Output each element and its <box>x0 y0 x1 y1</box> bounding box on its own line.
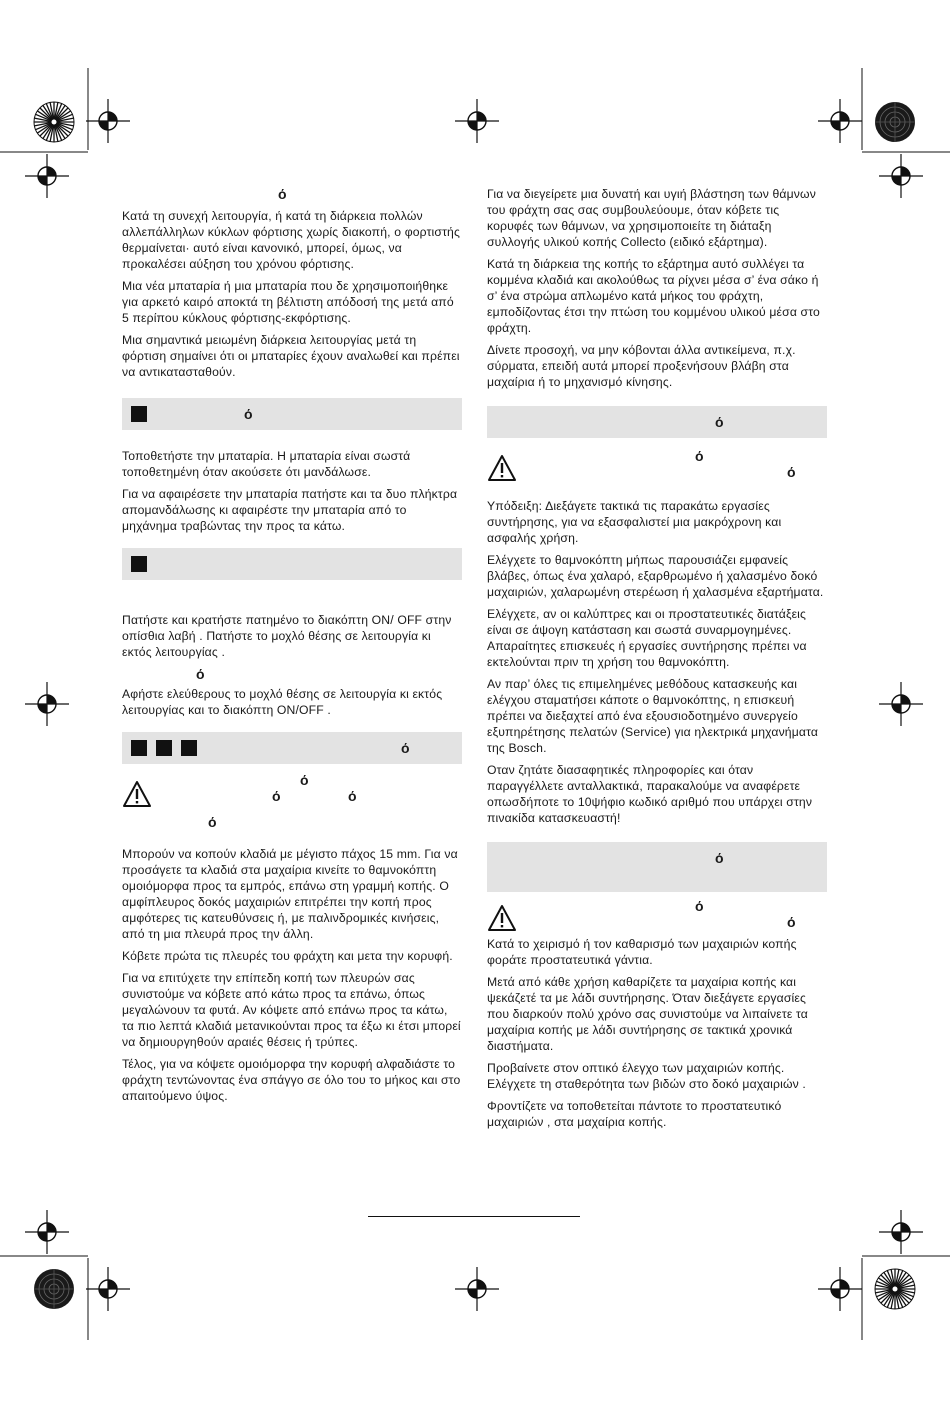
section-heading-charging: ό <box>278 186 287 202</box>
paragraph: Κόβετε πρώτα τις πλευρές του φράχτη και μετα την κορυφή. <box>122 949 453 963</box>
paragraph: Ελέγχετε το θαμνοκόπτη μήπως παρουσιάζει εμφανείς βλάβες, όπως ένα χαλαρό, εξαρθρωμένο ή χαλασμένο δοκό μαχαιριών, χαλαρωμένη στερέωση ή χαλασμένα εξαρτήματα. <box>487 553 824 599</box>
paragraph: Μετά από κάθε χρήση καθαρίζετε τα μαχαίρια κοπής και ψεκάζετέ τα με λάδι συντήρησης. Όταν διεξάγετε εργασίες που διαρκούν πολύ χρόνο σας συνιστούμε να λιπαίνετε τα μαχαίρια κοπής με λάδι συντήρησης σε τακτικά χρονικά διαστήματα. <box>487 975 808 1053</box>
section-heading-battery: ό <box>244 406 253 422</box>
registration-mark <box>86 99 130 143</box>
registration-mark <box>25 1210 69 1254</box>
section-heading-cleaning: ό <box>715 850 724 866</box>
paragraph: Τοποθετήστε την μπαταρία. Η μπαταρία είναι σωστά τοποθετημένη όταν ακούσετε ότι μανδάλωσε. <box>122 449 411 479</box>
section-heading-cutting: ό <box>401 740 410 756</box>
warning-text-glyph: ό <box>272 788 281 804</box>
paragraph: Μπορούν να κοπούν κλαδιά με μέγιστο πάχος 15 mm. Για να προσάγετε τα κλαδιά στα μαχαίρια κινείτε το θαμνοκόπτη ομοιόμορφα προς τα εμπρός, επάνω στη γραμμή κοπής. Ο αμφίπλευρος δοκός μαχαιριών επιτρέπει την κοπή προς αμφότερες τις κατευθύνσεις ή, με παλινδρομικές κινήσεις, από τη μια πλευρά προς την άλλη. <box>122 847 458 941</box>
filled-target-mark <box>874 101 916 143</box>
subheading-switch-off: ό <box>196 666 205 682</box>
paragraph: Δίνετε προσοχή, να μην κόβονται άλλα αντικείμενα, π.χ. σύρματα, επειδή αυτά μπορεί προξενήσουν βλάβη στα μαχαίρια ή το μηχανισμό κίνησης. <box>487 343 796 389</box>
registration-mark <box>455 99 499 143</box>
paragraph: Τέλος, για να κόψετε ομοιόμορφα την κορυφή αλφαδιάστε το φράχτη τεντώνοντας ένα σπάγγο σε όλο του το μήκος και στο απαιτούμενο ύψος. <box>122 1057 461 1103</box>
registration-mark <box>455 1267 499 1311</box>
paragraph: Αν παρ’ όλες τις επιμελημένες μεθόδους κατασκευής και ελέγχου σταματήσει κάποτε ο θαμνοκόπτης, η επισκευή πρέπει να διεξαχτεί από ένα εξουσιοδοτημένο συνεργείο εξυπηρέτησης πελατών (Service) για ηλεκτρικά μηχανήματα της Bosch. <box>487 677 819 755</box>
warning-text-glyph: ό <box>787 464 796 480</box>
registration-mark <box>879 682 923 726</box>
subheading-cutting: ό <box>208 814 217 830</box>
registration-mark <box>879 1210 923 1254</box>
section-heading-maintenance: ό <box>715 414 724 430</box>
filled-target-mark <box>33 1268 75 1310</box>
paragraph: Πατήστε και κρατήστε πατημένο το διακόπτη ON/ OFF στην οπίσθια λαβή . Πατήστε το μοχλό θέσης σε λειτουργία κι εκτός λειτουργίας . <box>122 613 452 659</box>
paragraph: Υπόδειξη: Διεξάγετε τακτικά τις παρακάτω εργασίες συντήρησης, για να εξασφαλιστεί μια μακρόχρονη και ασφαλής χρήση. <box>487 499 782 545</box>
paragraph: Προβαίνετε στον οπτικό έλεγχο των μαχαιριών κοπής. Ελέγχετε τη σταθερότητα των βιδών στο δοκό μαχαιριών . <box>487 1061 806 1091</box>
paragraph: Μια σημαντικά μειωμένη διάρκεια λειτουργίας μετά τη φόρτιση σημαίνει ότι οι μπαταρίες έχουν αναλωθεί και πρέπει να αντικατασταθούν. <box>122 333 460 379</box>
starburst-mark <box>33 101 75 143</box>
paragraph: Για να διεγείρετε μια δυνατή και υγιή βλάστηση των θάμνων του φράχτη σας σας συμβουλεύουμε, όταν κόβετε τις κορυφές των θάμνων, να χρησιμοποιείτε τη διάταξη συλλογής υλικού κοπής Collecto (ειδικό εξάρτημα). <box>487 187 816 249</box>
paragraph: Για να επιτύχετε την επίπεδη κοπή των πλευρών σας συνιστούμε να κόβετε από κάτω προς τα επάνω, όπως μεγαλώνουν τα φυτά. Αν κόψετε από επάνω προς τα κάτω, τα πιο λεπτά κλαδιά μετανικούνται προς τα έξω κι έτσι μπορεί να δημιουργηθούν αραιές θέσεις ή τρύπες. <box>122 971 461 1049</box>
warning-heading-glyph: ό <box>695 448 704 464</box>
paragraph: Φροντίζετε να τοποθετείται πάντοτε το προστατευτικό μαχαιριών , στα μαχαίρια κοπής. <box>487 1099 782 1129</box>
warning-text-glyph: ό <box>348 788 357 804</box>
registration-mark <box>818 1267 862 1311</box>
paragraph: Κατά τη συνεχή λειτουργία, ή κατά τη διάρκεια πολλών αλλεπάλληλων κύκλων φόρτισης χωρίς διακοπή, ο φορτιστής θερμαίνεται· αυτό είναι κανονικό, μπορεί, όμως, να προκαλέσει αύξηση του χρόνου φόρτισης. <box>122 209 460 271</box>
warning-text-glyph: ό <box>787 914 796 930</box>
paragraph: Αφήστε ελεύθερους το μοχλό θέσης σε λειτουργία κι εκτός λειτουργίας και το διακόπτη ON/OFF . <box>122 687 443 717</box>
warning-heading-glyph: ό <box>695 898 704 914</box>
registration-mark <box>818 99 862 143</box>
paragraph: Κατά τη διάρκεια της κοπής το εξάρτημα αυτό συλλέγει τα κομμένα κλαδιά και ακολούθως τα ρίχνει μέσα σ’ ένα σάκο ή σ’ ένα στρώμα απλωμένο κατά μήκος του φράχτη, εμποδίζοντας έτσι την πτώση του κομμένου υλικού μέσα στο φράχτη. <box>487 257 820 335</box>
warning-heading-glyph: ό <box>300 772 309 788</box>
paragraph: Μια νέα μπαταρία ή μια μπαταρία που δε χρησιμοποιήθηκε για αρκετό καιρό αποκτά τη βέλτιστη απόδοσή της μετά από 5 περίπου κύκλους φόρτισης-εκφόρτισης. <box>122 279 454 325</box>
paragraph: Οταν ζητάτε διασαφητικές πληροφορίες και όταν παραγγέλλετε ανταλλακτικά, παρακαλούμε να αναφέρετε οπωσδήποτε το 10ψήφιο κωδικό αριθμό που υπάρχει στην πινακίδα κατασκευαστή! <box>487 763 813 825</box>
registration-mark <box>25 154 69 198</box>
paragraph: Για να αφαιρέσετε την μπαταρία πατήστε και τα δυο πλήκτρα απομανδάλωσης κι αφαιρέστε την μπαταρία από το μηχάνημα τραβώντας την προς τα κάτω. <box>122 487 458 533</box>
registration-mark <box>86 1267 130 1311</box>
paragraph: Ελέγχετε, αν οι καλύπτρες και οι προστατευτικές διατάξεις είναι σε άψογη κατάσταση και σωστά συναρμογημένες. Απαραίτητες επισκευές ή εργασίες συντήρησης πρέπει να εκτελούνται πριν τη χρήση του θαμνοκόπτη. <box>487 607 807 669</box>
paragraph: Κατά το χειρισμό ή τον καθαρισμό των μαχαιριών κοπής φοράτε προστατευτικά γάντια. <box>487 937 797 967</box>
registration-mark <box>25 682 69 726</box>
starburst-mark <box>874 1268 916 1310</box>
registration-mark <box>879 154 923 198</box>
